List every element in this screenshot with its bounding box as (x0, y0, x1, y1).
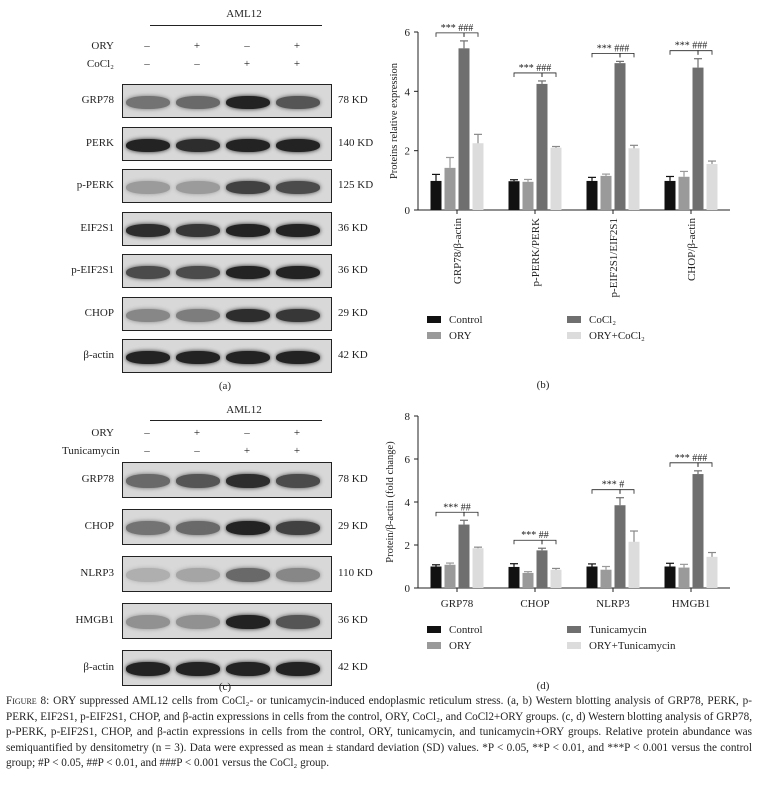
bar (693, 68, 704, 210)
panel-c-band (276, 615, 320, 629)
panel-c-kd-label: 29 KD (338, 520, 368, 532)
panel-a-protein-label: p-PERK (76, 179, 114, 191)
bar (431, 567, 442, 589)
panel-c-band (276, 521, 320, 535)
bar (601, 570, 612, 588)
panel-a-protein-label: β-actin (83, 349, 114, 361)
panel-c-blot-strip (122, 603, 332, 639)
panel-c-title: AML12 (226, 404, 262, 416)
panel-a-condition-sign: + (293, 58, 301, 70)
panel-c-condition-sign: – (194, 445, 200, 457)
significance-label: *** ## (443, 502, 471, 514)
bar (523, 573, 534, 588)
panel-a-protein-label: PERK (85, 136, 114, 149)
bar (445, 168, 456, 210)
panel-letter: (b) (536, 379, 550, 391)
panel-a-title-line (150, 25, 322, 26)
bar (615, 63, 626, 210)
bar (679, 568, 690, 588)
legend-swatch (427, 642, 441, 649)
legend-swatch (427, 626, 441, 633)
legend-swatch (567, 626, 581, 633)
panel-a-condition-label: ORY (91, 40, 114, 52)
panel-c-band (276, 568, 320, 582)
panel-c-band (276, 662, 320, 676)
panel-a-band (276, 351, 320, 364)
panel-a-band (226, 351, 270, 364)
y-axis-label: Proteins relative expression (389, 62, 400, 180)
panel-a-condition-sign: + (243, 58, 251, 70)
legend-swatch (567, 316, 581, 323)
panel-a-band (126, 266, 170, 279)
panel-c-condition-sign: + (243, 445, 251, 457)
panel-c-protein-label: GRP78 (81, 473, 114, 485)
panel-c-band (226, 474, 270, 488)
bar (679, 177, 690, 210)
y-tick-label: 2 (404, 540, 410, 552)
category-label: HMGB1 (671, 598, 711, 610)
panel-c-condition-sign: + (293, 427, 301, 439)
panel-a-band (276, 139, 320, 152)
panel-c-protein-label: CHOP (84, 520, 114, 532)
y-tick-label: 4 (404, 86, 410, 99)
bar (537, 550, 548, 588)
panel-a-kd-label: 29 KD (338, 306, 368, 319)
caption-text: ORY suppressed AML12 cells from CoCl₂- or tunicamycin-induced endoplasmic reticulum stress. (a, b) Western blotting analysis of GRP78, PERK, p-PERK, EIF2S1, p-EIF2S1, CHOP, and β-actin expressions in cells from the control, ORY, CoCl₂, and CoCl2+ORY groups. (c, d) Western blotting analysis of GRP78, p-PERK, p-EIF2S1, CHOP, and β-actin expressions in cells from the control, ORY, tunicamycin, and tunicamycin+ORY groups. Relative protein abundance was semiquantified by densitometry (n = 3). Data were expressed as mean ± standard deviation (SD) values. *P < 0.05, **P < 0.01, and ***P < 0.001 versus the control group; #P < 0.05, ##P < 0.01, and ###P < 0.001 versus the CoCl₂ group. (6, 695, 752, 770)
panel-c-protein-label: NLRP3 (80, 567, 114, 579)
panel-a-blot-strip (122, 297, 332, 331)
bar (445, 565, 456, 588)
panel-a-blot-strip (122, 254, 332, 288)
panel-a-kd-label: 36 KD (338, 264, 368, 276)
panel-a-protein-label: p-EIF2S1 (71, 264, 114, 276)
panel-a-kd-label: 78 KD (338, 94, 368, 106)
panel-c-kd-label: 36 KD (338, 614, 368, 626)
legend-swatch (427, 332, 441, 339)
panel-a-band (176, 266, 220, 279)
panel-a-condition-sign: – (144, 58, 150, 70)
panel-c-band (126, 474, 170, 488)
category-label: GRP78 (440, 598, 474, 610)
chart-d (375, 402, 755, 694)
bar (587, 567, 598, 589)
panel-c-band (126, 521, 170, 535)
panel-c-band (176, 474, 220, 488)
panel-a-letter: (a) (218, 380, 232, 392)
panel-a-blot-strip (122, 169, 332, 203)
panel-c-title-line (150, 420, 322, 421)
panel-c-band (176, 615, 220, 629)
panel-c-kd-label: 42 KD (338, 661, 368, 673)
panel-a-protein-label: EIF2S1 (80, 221, 114, 234)
bar (587, 181, 598, 210)
significance-label: *** ### (596, 43, 630, 55)
bar (509, 181, 520, 210)
panel-a-band (276, 224, 320, 237)
significance-label: *** ### (518, 62, 552, 74)
panel-a-band (126, 181, 170, 194)
legend-swatch (567, 642, 581, 649)
significance-label: *** ### (440, 22, 474, 34)
category-label: GRP78/β-actin (452, 218, 464, 285)
legend-label: ORY (449, 640, 472, 652)
caption-figure-label: Figure 8: (6, 695, 50, 707)
panel-c-band (226, 521, 270, 535)
panel-a-band (126, 139, 170, 152)
panel-c-band (176, 568, 220, 582)
bar (459, 525, 470, 588)
category-label: p-EIF2S1/EIF2S1 (608, 218, 620, 298)
panel-letter: (d) (536, 680, 550, 692)
panel-c-blot-strip (122, 462, 332, 498)
panel-c-band (276, 474, 320, 488)
y-tick-label: 0 (404, 205, 410, 217)
y-tick-label: 4 (404, 497, 410, 509)
bar (551, 570, 562, 588)
panel-a-band (276, 181, 320, 194)
bar (601, 176, 612, 210)
panel-a-condition-label: CoCl₂ (86, 58, 114, 70)
figure-caption (6, 694, 752, 772)
significance-label: *** # (601, 479, 625, 491)
legend-swatch (567, 332, 581, 339)
legend-label: ORY (449, 330, 472, 342)
legend-label: ORY+CoCl₂ (589, 330, 645, 342)
y-tick-label: 6 (404, 27, 410, 39)
bar (473, 548, 484, 588)
panel-a-band (176, 139, 220, 152)
bar (707, 557, 718, 588)
panel-c-protein-label: β-actin (83, 661, 114, 673)
bar (615, 505, 626, 588)
panel-c-protein-label: HMGB1 (75, 614, 114, 626)
panel-a-band (126, 309, 170, 322)
panel-a-protein-label: CHOP (84, 306, 114, 319)
panel-a-blot-strip (122, 339, 332, 373)
panel-c-condition-sign: + (193, 427, 201, 439)
panel-c-condition-label: Tunicamycin (62, 445, 120, 457)
significance-label: *** ## (521, 530, 549, 542)
panel-a-band (276, 96, 320, 109)
panel-a-band (226, 266, 270, 279)
panel-c-band (176, 521, 220, 535)
panel-a-condition-sign: – (244, 40, 250, 52)
panel-a-band (176, 309, 220, 322)
bar (693, 474, 704, 588)
panel-a-condition-sign: + (293, 40, 301, 52)
y-tick-label: 6 (404, 454, 410, 466)
panel-a-kd-label: 140 KD (338, 136, 374, 149)
panel-a-blot-strip (122, 212, 332, 246)
panel-a-kd-label: 125 KD (338, 179, 374, 191)
panel-a-band (176, 351, 220, 364)
category-label: CHOP/β-actin (686, 218, 698, 282)
panel-c-band (226, 662, 270, 676)
legend-label: Control (449, 314, 483, 326)
panel-c-letter: (c) (218, 681, 232, 693)
panel-a-condition-sign: – (194, 58, 200, 70)
category-label: CHOP (520, 598, 550, 610)
legend-label: ORY+Tunicamycin (589, 640, 676, 652)
panel-c-condition-sign: – (144, 445, 150, 457)
bar (665, 567, 676, 589)
panel-a-band (276, 266, 320, 279)
bar (629, 542, 640, 588)
legend-label: Control (449, 624, 483, 636)
chart-b (375, 15, 755, 395)
panel-c-band (126, 568, 170, 582)
panel-a-band (176, 96, 220, 109)
bar (551, 148, 562, 210)
bar (629, 148, 640, 210)
panel-a-protein-label: GRP78 (81, 94, 114, 106)
panel-c-condition-sign: + (293, 445, 301, 457)
panel-a-condition-sign: – (144, 40, 150, 52)
bar (431, 181, 442, 210)
panel-c-condition-sign: – (144, 427, 150, 439)
category-label: p-PERK/PERK (530, 218, 542, 287)
panel-a-band (126, 224, 170, 237)
panel-c-kd-label: 78 KD (338, 473, 368, 485)
panel-c-band (176, 662, 220, 676)
panel-c-blot-strip (122, 556, 332, 592)
panel-c-kd-label: 110 KD (338, 567, 373, 579)
bar (473, 143, 484, 210)
bar (537, 84, 548, 210)
panel-c-condition-sign: – (244, 427, 250, 439)
panel-a-band (226, 181, 270, 194)
bar (707, 164, 718, 210)
category-label: NLRP3 (596, 598, 630, 610)
panel-c-band (226, 568, 270, 582)
panel-a-band (226, 96, 270, 109)
legend-swatch (427, 316, 441, 323)
panel-a-band (226, 224, 270, 237)
bar (523, 182, 534, 210)
panel-c-blot-strip (122, 509, 332, 545)
y-axis-label: Protein/β-actin (fold change) (385, 441, 396, 563)
panel-a-band (226, 309, 270, 322)
panel-a-kd-label: 36 KD (338, 221, 368, 234)
significance-label: *** ### (674, 40, 708, 52)
panel-c-band (226, 615, 270, 629)
panel-c-band (126, 662, 170, 676)
legend-label: Tunicamycin (589, 624, 647, 636)
panel-a-title: AML12 (226, 8, 262, 20)
panel-a-band (176, 224, 220, 237)
panel-a-band (276, 309, 320, 322)
panel-a-kd-label: 42 KD (338, 349, 368, 361)
legend-label: CoCl₂ (589, 314, 617, 326)
bar (509, 567, 520, 588)
panel-a-band (176, 181, 220, 194)
panel-a-band (126, 351, 170, 364)
panel-c-band (126, 615, 170, 629)
bar (665, 181, 676, 210)
panel-c-condition-label: ORY (91, 427, 114, 439)
y-tick-label: 8 (404, 411, 410, 423)
bar (459, 48, 470, 210)
panel-a-condition-sign: + (193, 40, 201, 52)
panel-a-band (226, 139, 270, 152)
panel-a-band (126, 96, 170, 109)
y-tick-label: 0 (404, 583, 410, 595)
panel-a-blot-strip (122, 127, 332, 161)
significance-label: *** ### (674, 452, 708, 464)
panel-a-blot-strip (122, 84, 332, 118)
y-tick-label: 2 (404, 145, 410, 158)
